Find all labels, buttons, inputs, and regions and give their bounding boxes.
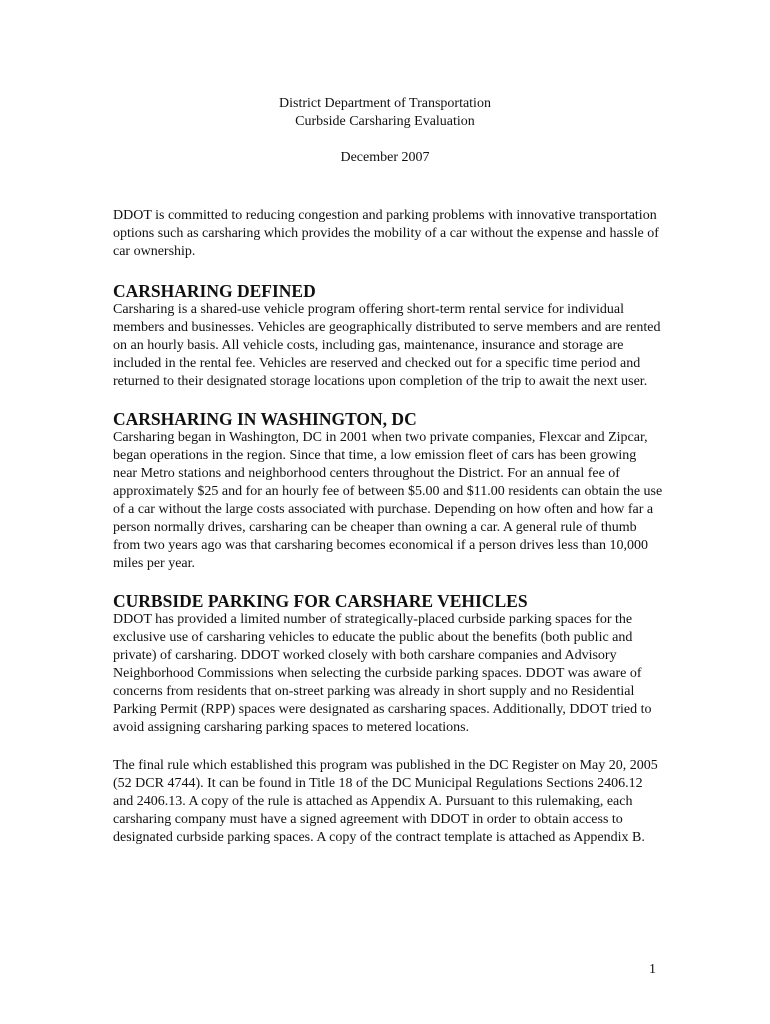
section-heading: CURBSIDE PARKING FOR CARSHARE VEHICLES bbox=[113, 591, 528, 611]
section-heading: CARSHARING DEFINED bbox=[113, 281, 316, 301]
section-carsharing-defined bbox=[113, 281, 663, 391]
section-paragraph: DDOT has provided a limited number of strategically-placed curbside parking spaces for the exclusive use of carsharing vehicles to educate the public about the benefits (both public and private) of carsharing. DDOT worked closely with both carshare companies and Advisory Neighborhood Commissions when selecting the curbside parking spaces. DDOT was aware of concerns from residents that on-street parking was already in short supply and no Residential Parking Permit (RPP) spaces were designated as carsharing spaces. Additionally, DDOT tried to avoid assigning carsharing parking spaces to metered locations. bbox=[113, 612, 652, 735]
document-header bbox=[0, 95, 770, 167]
document-title: Curbside Carsharing Evaluation bbox=[295, 114, 475, 129]
document-body bbox=[113, 207, 663, 865]
page-number: 1 bbox=[649, 962, 656, 977]
section-paragraph: Carsharing is a shared-use vehicle program offering short-term rental service for individual members and businesses. Vehicles are geographically distributed to serve members and are rented on an hourly basis. All vehicle costs, including gas, maintenance, insurance and storage are included in the rental fee. Vehicles are reserved and checked out for a specific time period and returned to their designated storage locations upon completion of the trip to await the next user. bbox=[113, 302, 661, 389]
section-carsharing-in-washington bbox=[113, 409, 663, 573]
section-curbside-parking bbox=[113, 591, 663, 847]
section-paragraph: Carsharing began in Washington, DC in 2001 when two private companies, Flexcar and Zipcar, began operations in the region. Since that time, a low emission fleet of cars has been growing near Metro stations and neighborhood centers throughout the District. For an annual fee of approximately $25 and for an hourly fee of between $5.00 and $11.00 residents can obtain the use of a car without the large costs associated with purchase. Depending on how often and how far a person normally drives, carsharing can be cheaper than owning a car. A general rule of thumb from two years ago was that carsharing becomes economical if a person drives less than 10,000 miles per year. bbox=[113, 430, 663, 571]
intro-paragraph: DDOT is committed to reducing congestion and parking problems with innovative transportation options such as carsharing which provides the mobility of a car without the expense and hassle of car ownership. bbox=[113, 208, 659, 259]
organization-name: District Department of Transportation bbox=[279, 96, 491, 111]
section-paragraph: The final rule which established this program was published in the DC Register on May 20, 2005 (52 DCR 4744). It can be found in Title 18 of the DC Municipal Regulations Sections 2406.12 and 2406.13. A copy of the rule is attached as Appendix A. Pursuant to this rulemaking, each carsharing company must have a signed agreement with DDOT in order to obtain access to designated curbside parking spaces. A copy of the contract template is attached as Appendix B. bbox=[113, 758, 658, 845]
section-heading: CARSHARING IN WASHINGTON, DC bbox=[113, 409, 417, 429]
document-date: December 2007 bbox=[340, 150, 430, 165]
